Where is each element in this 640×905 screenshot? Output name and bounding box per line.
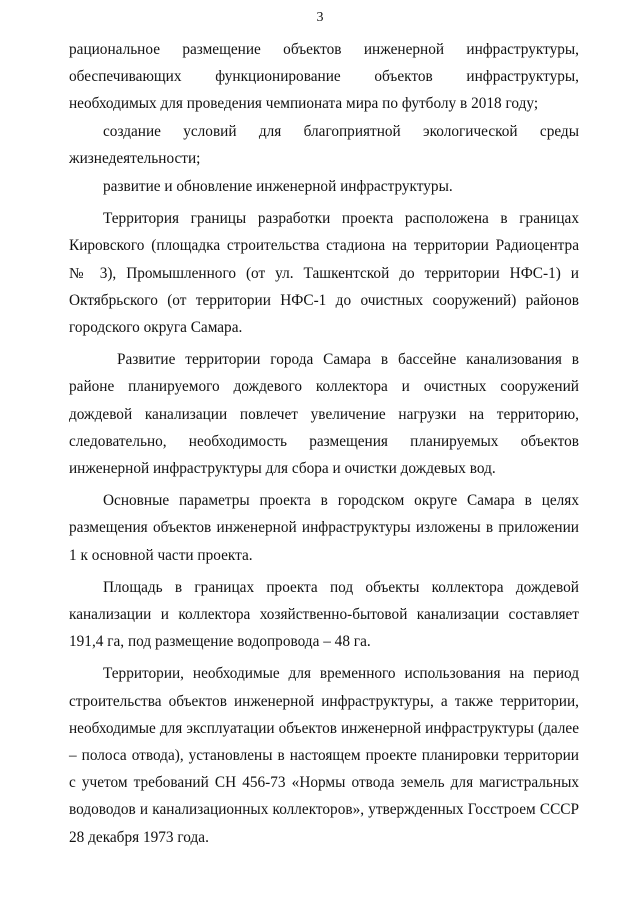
page-number: 3 bbox=[316, 10, 324, 25]
paragraph-infrastructure-development: развитие и обновление инженерной инфраструктуры. bbox=[103, 178, 453, 196]
document-body bbox=[69, 36, 579, 851]
paragraph-project-area: Площадь в границах проекта под объекты коллектора дождевой канализации и коллектора хозяйственно-бытовой канализации составляет 191,4 га, под размещение водопровода – 48 га. bbox=[69, 578, 579, 651]
paragraph-right-of-way: Территории, необходимые для временного использования на период строительства объектов инженерной инфраструктуры, а также территории, необходимые для эксплуатации объектов инженерной инфраструктуры (далее – полоса отвода), установлены в настоящем проекте планировки территории с учетом требований СН 456-73 «Нормы отвода земель для магистральных водоводов и канализационных коллекторов», утвержденных Госстроем СССР 28 декабря 1973 года. bbox=[69, 665, 579, 846]
paragraph-ecological-environment: создание условий для благоприятной экологической среды жизнедеятельности; bbox=[69, 123, 579, 168]
paragraph-territory-development: Развитие территории города Самара в бассейне канализования в районе планируемого дождевого коллектора и очистных сооружений дождевой канализации повлечет увеличение нагрузки на территорию, следовательно, необходимость размещения планируемых объектов инженерной инфраструктуры для сбора и очистки дождевых вод. bbox=[69, 351, 579, 478]
paragraph-infrastructure-placement: рациональное размещение объектов инженерной инфраструктуры, обеспечивающих функционирование объектов инфраструктуры, необходимых для проведения чемпионата мира по футболу в 2018 году; bbox=[69, 41, 579, 113]
paragraph-project-boundary: Территория границы разработки проекта расположена в границах Кировского (площадка строительства стадиона на территории Радиоцентра № 3), Промышленного (от ул. Ташкентской до территории НФС-1) и Октябрьского (от территории НФС-1 до очистных сооружений) районов городского округа Самара. bbox=[69, 210, 579, 337]
paragraph-project-parameters: Основные параметры проекта в городском округе Самара в целях размещения объектов инженерной инфраструктуры изложены в приложении 1 к основной части проекта. bbox=[69, 492, 579, 564]
